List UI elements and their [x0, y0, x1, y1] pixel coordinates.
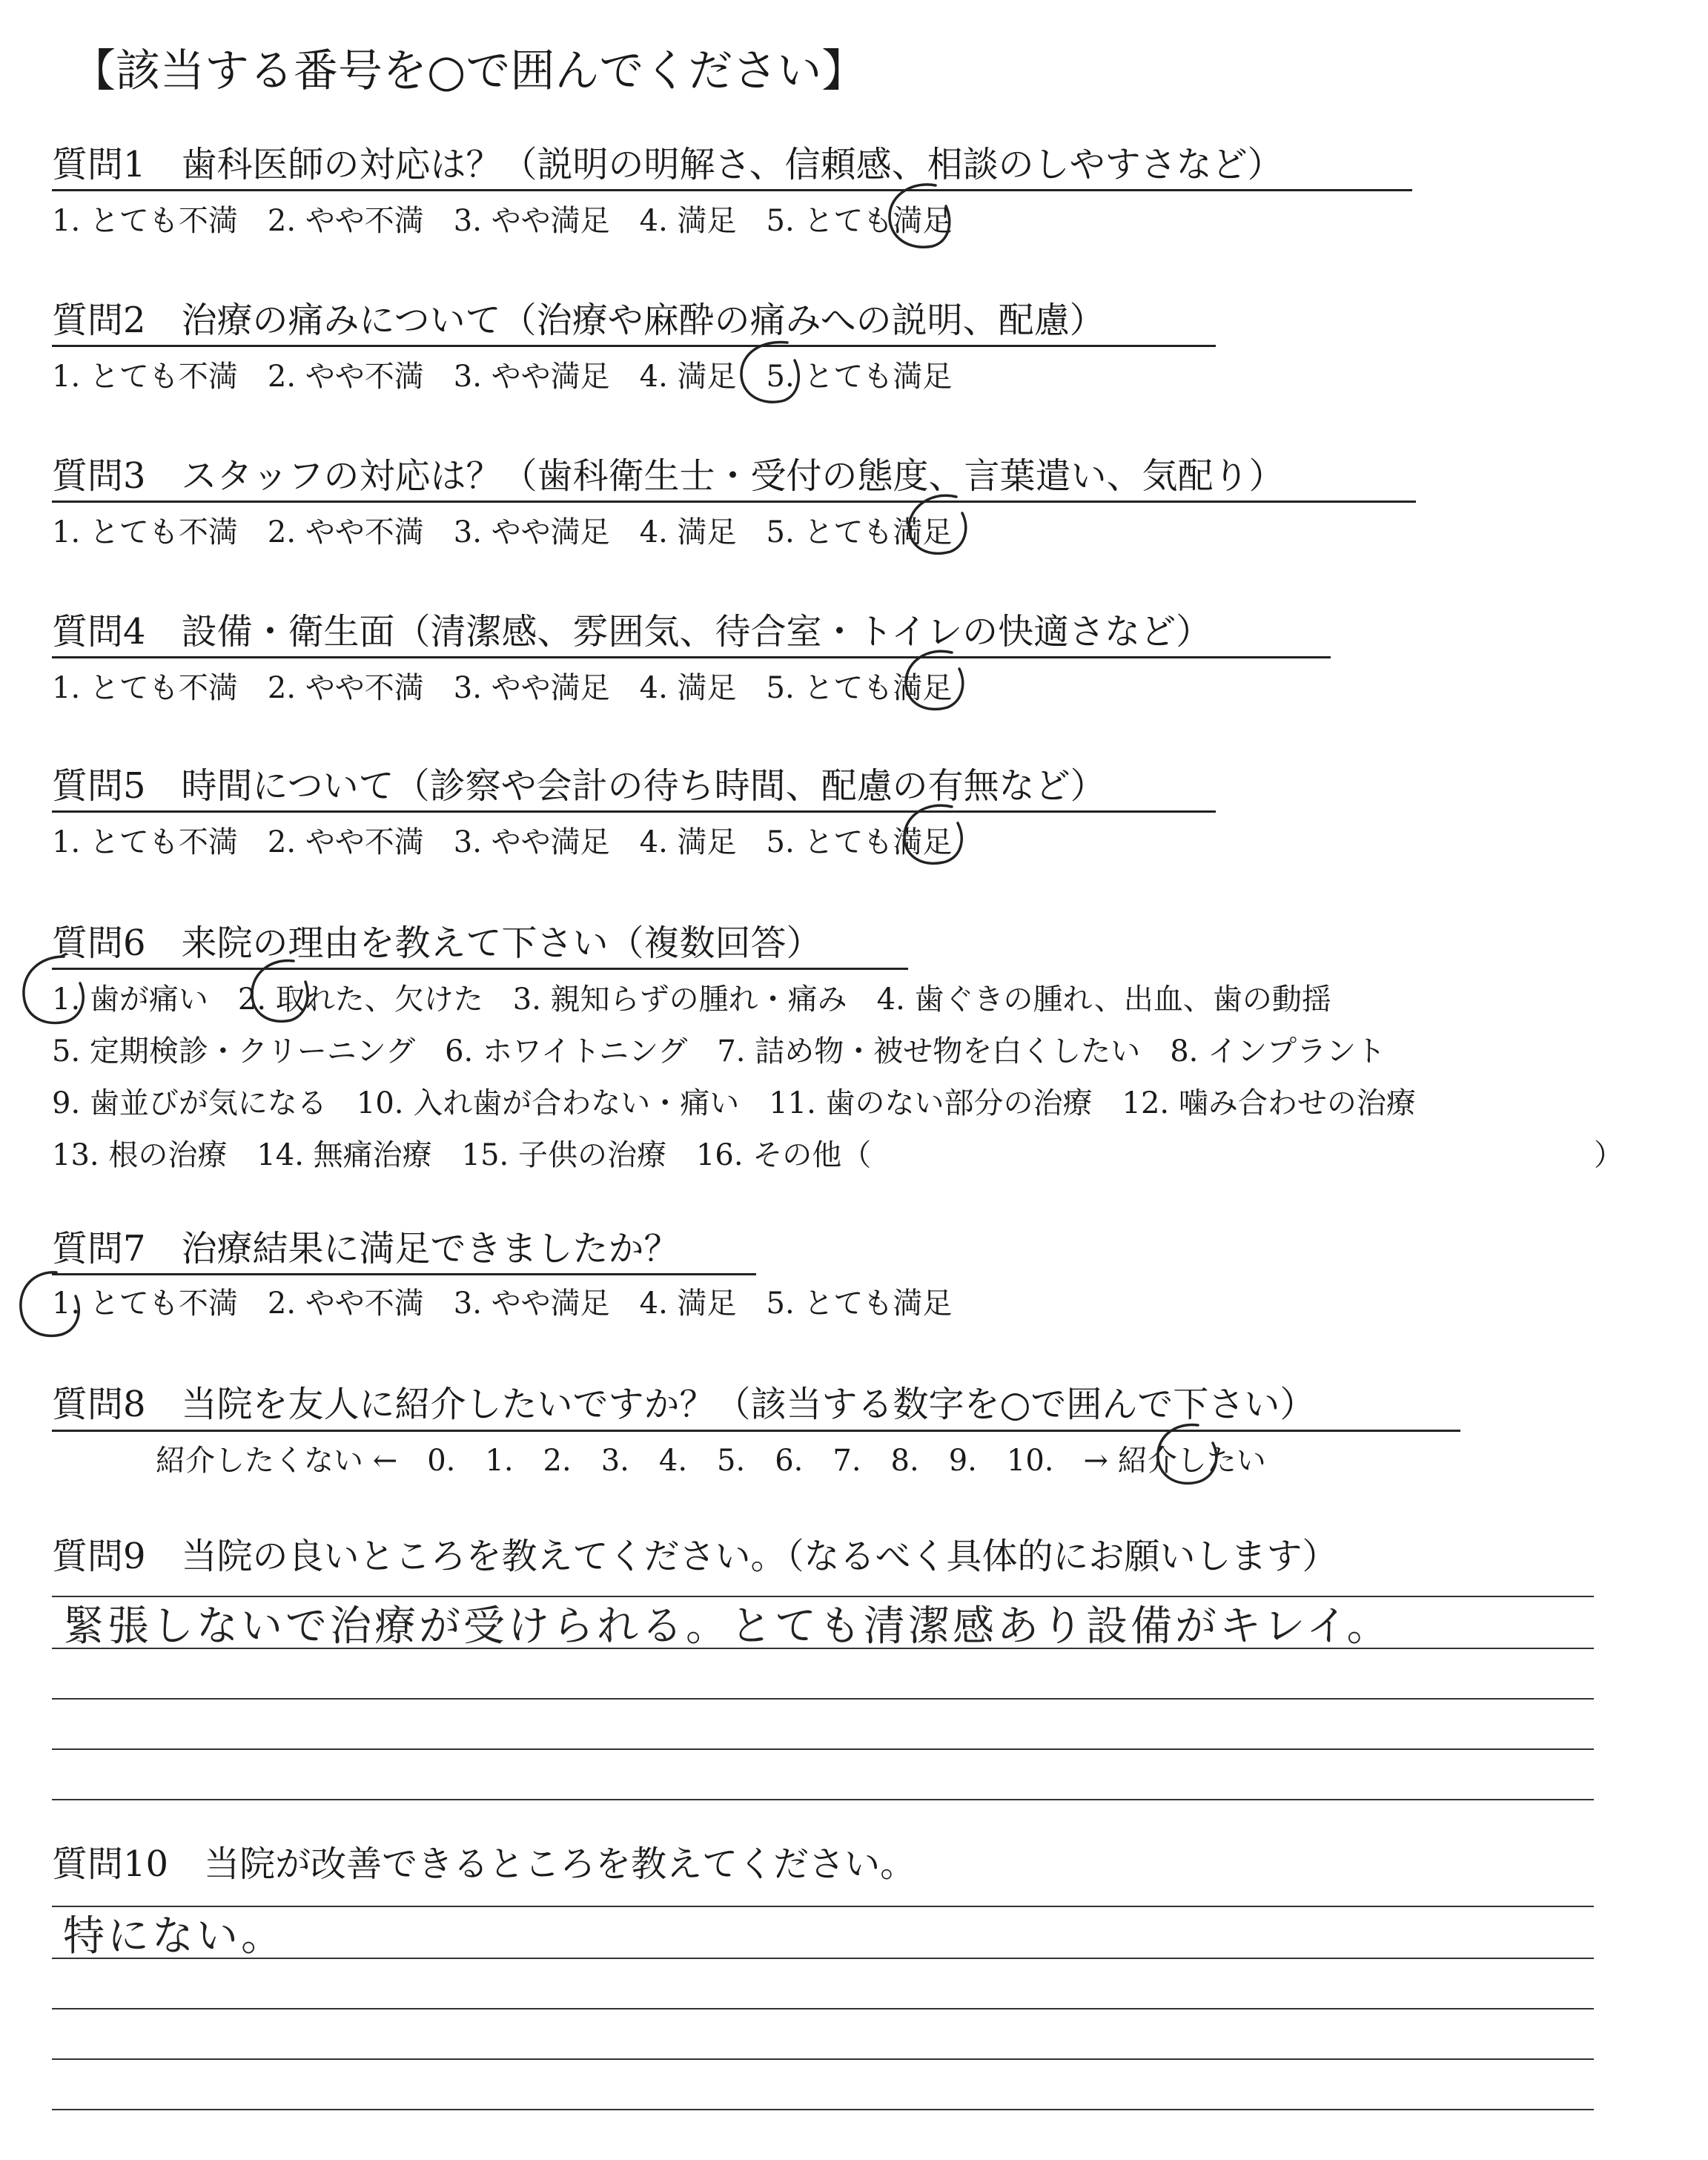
question-4-title: 質問4 設備・衛生面（清潔感、雰囲気、待合室・トイレの快適さなど） [52, 611, 1212, 653]
question-9-title: 質問9 当院の良いところを教えてください。（なるべく具体的にお願いします） [52, 1536, 1338, 1577]
q3-circle-mark [909, 495, 966, 553]
question-5-options[interactable]: 1. とても不満 2. やや不満 3. やや満足 4. 満足 5. とても満足 [52, 825, 953, 859]
question-2-options[interactable]: 1. とても不満 2. やや不満 3. やや満足 4. 満足 5. とても満足 [52, 360, 953, 394]
question-3-title: 質問3 スタッフの対応は？（歯科衛生士・受付の態度、言葉遣い、気配り） [52, 455, 1285, 497]
q1-circle-mark [890, 185, 950, 247]
q6-option-2-circle-mark [252, 960, 308, 1021]
q8-circle-mark [1158, 1425, 1217, 1484]
question-6-other-close: ） [1594, 1138, 1623, 1172]
question-10-title: 質問10 当院が改善できるところを教えてください。 [52, 1843, 916, 1885]
question-6-options-row-2[interactable]: 5. 定期検診・クリーニング 6. ホワイトニング 7. 詰め物・被せ物を白くしたい 8. インプラント [52, 1034, 1386, 1069]
question-9-answer: 緊張しないで治療が受けられる。とても清潔感あり設備がキレイ。 [63, 1602, 1391, 1651]
question-8-scale[interactable]: 紹介したくない ← 0. 1. 2. 3. 4. 5. 6. 7. 8. 9. 10. → 紹介したい [156, 1444, 1266, 1478]
question-4-options[interactable]: 1. とても不満 2. やや不満 3. やや満足 4. 満足 5. とても満足 [52, 671, 953, 705]
q7-circle-mark [21, 1272, 79, 1336]
question-1-title: 質問1 歯科医師の対応は？（説明の明解さ、信頼感、相談のしやすさなど） [52, 144, 1283, 185]
q4-circle-mark [906, 651, 963, 709]
question-6-title: 質問6 来院の理由を教えて下さい（複数回答） [52, 922, 822, 964]
question-6-options-row-4[interactable]: 13. 根の治療 14. 無痛治療 15. 子供の治療 16. その他（ [52, 1138, 872, 1172]
question-8-title: 質問8 当院を友人に紹介したいですか？（該当する数字を○で囲んで下さい） [52, 1384, 1316, 1425]
question-7-options[interactable]: 1. とても不満 2. やや不満 3. やや満足 4. 満足 5. とても満足 [52, 1287, 953, 1321]
question-5-title: 質問5 時間について（診察や会計の待ち時間、配慮の有無など） [52, 765, 1106, 807]
question-7-title: 質問7 治療結果に満足できましたか？ [52, 1228, 680, 1269]
question-6-options-row-3[interactable]: 9. 歯並びが気になる 10. 入れ歯が合わない・痛い 11. 歯のない部分の治療 12. 噛み合わせの治療 [52, 1086, 1416, 1120]
q2-circle-mark [741, 342, 798, 402]
question-6-options-row-1[interactable]: 1. 歯が痛い 2. 取れた、欠けた 3. 親知らずの腫れ・痛み 4. 歯ぐきの腫れ、出血、歯の動揺 [52, 982, 1331, 1017]
question-2-title: 質問2 治療の痛みについて（治療や麻酔の痛みへの説明、配慮） [52, 300, 1105, 341]
question-1-options[interactable]: 1. とても不満 2. やや不満 3. やや満足 4. 満足 5. とても満足 [52, 204, 953, 238]
q5-circle-mark [904, 805, 961, 863]
page-header: 【該当する番号を○で囲んでください】 [71, 45, 867, 97]
question-10-answer: 特にない。 [63, 1912, 285, 1961]
question-3-options[interactable]: 1. とても不満 2. やや不満 3. やや満足 4. 満足 5. とても満足 [52, 515, 953, 549]
q6-option-1-circle-mark [24, 957, 83, 1023]
